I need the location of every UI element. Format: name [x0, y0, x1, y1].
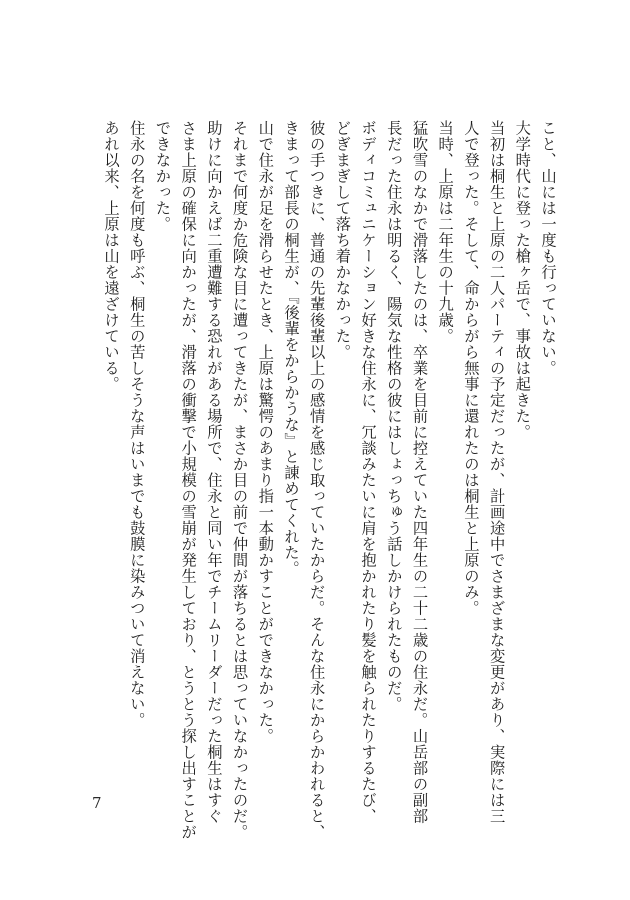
text-line: 当時、上原は二年生の十九歳。	[436, 120, 455, 344]
text-line: ボディコミュニケーション好きな住永に、冗談みたいに肩を抱かれたり髪を触られたりするたび、	[359, 120, 378, 824]
text-line: 大学時代に登った槍ヶ岳で、事故は起きた。	[513, 120, 532, 440]
page-number: 7	[92, 794, 102, 812]
text-line: どぎまぎして落ち着かなかった。	[333, 120, 352, 360]
text-line: 人で登った。そして、命からがら無事に還れたのは桐生と上原のみ。	[461, 120, 480, 616]
text-line: できなかった。	[153, 120, 172, 232]
text-line: 長だった住永は明るく、陽気な性格の彼にはしょっちゅう話しかけられたものだ。	[384, 120, 403, 712]
text-line: 山で住永が足を滑らせたとき、上原は驚愕のあまり指一本動かすことができなかった。	[256, 120, 275, 744]
text-line: 当初は桐生と上原の二人パーティの予定だったが、計画途中でさまざまな変更があり、実際には三	[487, 120, 506, 824]
text-line: 住永の名を何度も呼ぶ、桐生の苦しそうな声はいまでも鼓膜に染みついて消えない。	[127, 120, 146, 728]
text-line: それまで何度か危険な目に遭ってきたが、まさか目の前で仲間が落ちるとは思っていなかったのだ。	[230, 120, 249, 840]
text-line: こと、山には一度も行っていない。	[539, 120, 557, 376]
text-line: 彼の手つきに、普通の先輩後輩以上の感情を感じ取っていたからだ。そんな住永にからかわれると、	[307, 120, 326, 840]
text-line: きまって部長の桐生が、『後輩をからかうな』と諌めてくれた。	[281, 120, 300, 577]
text-line: さま上原の確保に向かったが、滑落の衝撃で小規模の雪崩が発生しており、とうとう探し出すことが	[179, 120, 198, 840]
vertical-text-body	[97, 120, 560, 840]
text-line: あれ以来、上原は山を遠ざけている。	[102, 120, 121, 392]
text-line: 猛吹雪のなかで滑落したのは、卒業を目前に控えていた四年生の二十二歳の住永だ。山岳部の副部	[410, 120, 429, 824]
text-line: 助けに向かえば二重遭難する恐れがある場所で、住永と同い年でチームリーダーだった桐生はすぐ	[204, 120, 223, 824]
